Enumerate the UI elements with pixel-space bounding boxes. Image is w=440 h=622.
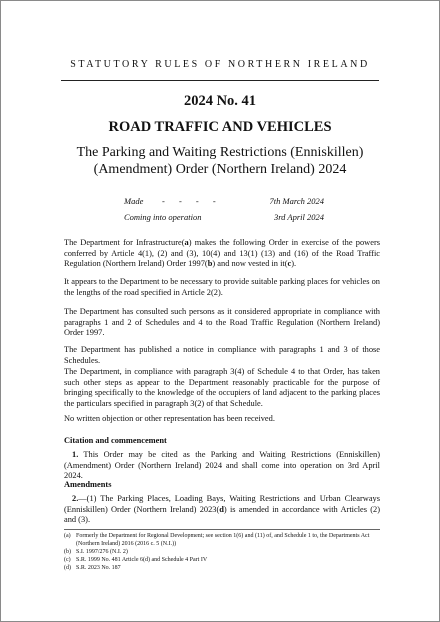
article-1 [64, 450, 380, 482]
footnote-a-text: Formerly the Department for Regional Development; see section 1(6) and (11) of, and Schedule 1 to, the Departments Act (Northern Ireland) 2016 (2016 c. 5 (N.I.)) [76, 533, 370, 547]
footnote-b-mark: (b) [64, 549, 71, 555]
preamble-paragraph-4: The Department has published a notice in compliance with paragraphs 1 and 3 of those Schedules. [64, 345, 380, 365]
heading-citation: Citation and commencement [64, 436, 167, 445]
preamble-paragraph-1 [64, 238, 380, 270]
para1-text-a: The Department for Infrastructure( [64, 238, 185, 247]
footnote-a [64, 533, 380, 548]
order-title [1, 144, 439, 178]
rule-number: 2024 No. 41 [183, 93, 257, 109]
footnote-b-text: S.I. 1997/276 (N.I. 2) [76, 549, 128, 555]
article-2-number: 2. [72, 494, 79, 503]
footnote-d [64, 565, 380, 573]
made-dots: - - - - [162, 196, 222, 206]
para1-text-b: ) makes the following Order in exercise of the powers conferred by Article 4(1), (2) and (3), 10(4) and 13(1) (13) and (16) of the Road Traffic Regulation (Northern Ireland) Order 1997( [64, 238, 380, 269]
preamble-paragraph-6: No written objection or other representation has been received. [64, 414, 275, 423]
footnote-ref-c[interactable]: c [287, 259, 292, 269]
para1-text-c: ) and now vested in it( [212, 259, 288, 269]
heading-amendments: Amendments [64, 480, 112, 489]
article-2-text-b: ) is amended in accordance with Articles (2) and (3). [64, 504, 380, 525]
title-line-1: The Parking and Waiting Restrictions (Enniskillen) [76, 145, 364, 160]
footnote-rule [64, 529, 380, 530]
subject-heading: ROAD TRAFFIC AND VEHICLES [108, 119, 332, 135]
footnote-d-text: S.R. 2023 No. 187 [76, 565, 121, 571]
series-heading: STATUTORY RULES OF NORTHERN IRELAND [70, 59, 370, 70]
article-2-text-a: —(1) The Parking Places, Loading Bays, Waiting Restrictions and Urban Clearways (Enniskillen) Order (Northern Ireland) 2023( [64, 494, 380, 514]
made-date: 7th March 2024 [269, 196, 324, 206]
footnote-a-mark: (a) [64, 533, 71, 539]
footnote-d-mark: (d) [64, 565, 71, 571]
preamble-paragraph-2: It appears to the Department to be necessary to provide suitable parking places for vehicles on the lengths of the road specified in Article 2(2). [64, 277, 380, 297]
operation-label: Coming into operation [124, 212, 202, 222]
footnote-c-text: S.R. 1999 No. 481 Article 6(d) and Schedule 4 Part IV [76, 557, 208, 563]
preamble-paragraph-3: The Department has consulted such persons as it considered appropriate in compliance with paragraphs 1 and 2 of Schedules and 4 to the Road Traffic Regulation (Northern Ireland) Order 1997. [64, 307, 380, 338]
article-1-number: 1. [72, 450, 79, 459]
footnote-c [64, 557, 380, 565]
article-2 [64, 494, 380, 526]
footnote-ref-a[interactable]: a [184, 238, 189, 247]
preamble-paragraph-5: The Department, in compliance with paragraph 3(4) of Schedule 4 to that Order, has taken such other steps as appear to the Department reasonably practicable for the purpose of bringing specifically to the knowledge of the occupiers of land adjacent to the parking places the particulars specified in paragraph 3(2) of that Schedule. [64, 367, 380, 408]
made-label: Made [124, 196, 144, 206]
title-line-2: (Amendment) Order (Northern Ireland) 2024 [93, 162, 347, 177]
article-1-text: This Order may be cited as the Parking and Waiting Restrictions (Enniskillen) (Amendment) Order (Northern Ireland) 2024 and shall come into operation on 3rd April 2024. [64, 450, 380, 481]
footnote-ref-d[interactable]: d [219, 504, 224, 514]
operation-date: 3rd April 2024 [273, 212, 324, 222]
header-rule [61, 80, 379, 81]
para1-text-d: ). [291, 259, 297, 269]
footnote-ref-b[interactable]: b [207, 259, 213, 269]
footnote-b [64, 549, 380, 557]
footnote-c-mark: (c) [64, 557, 71, 563]
